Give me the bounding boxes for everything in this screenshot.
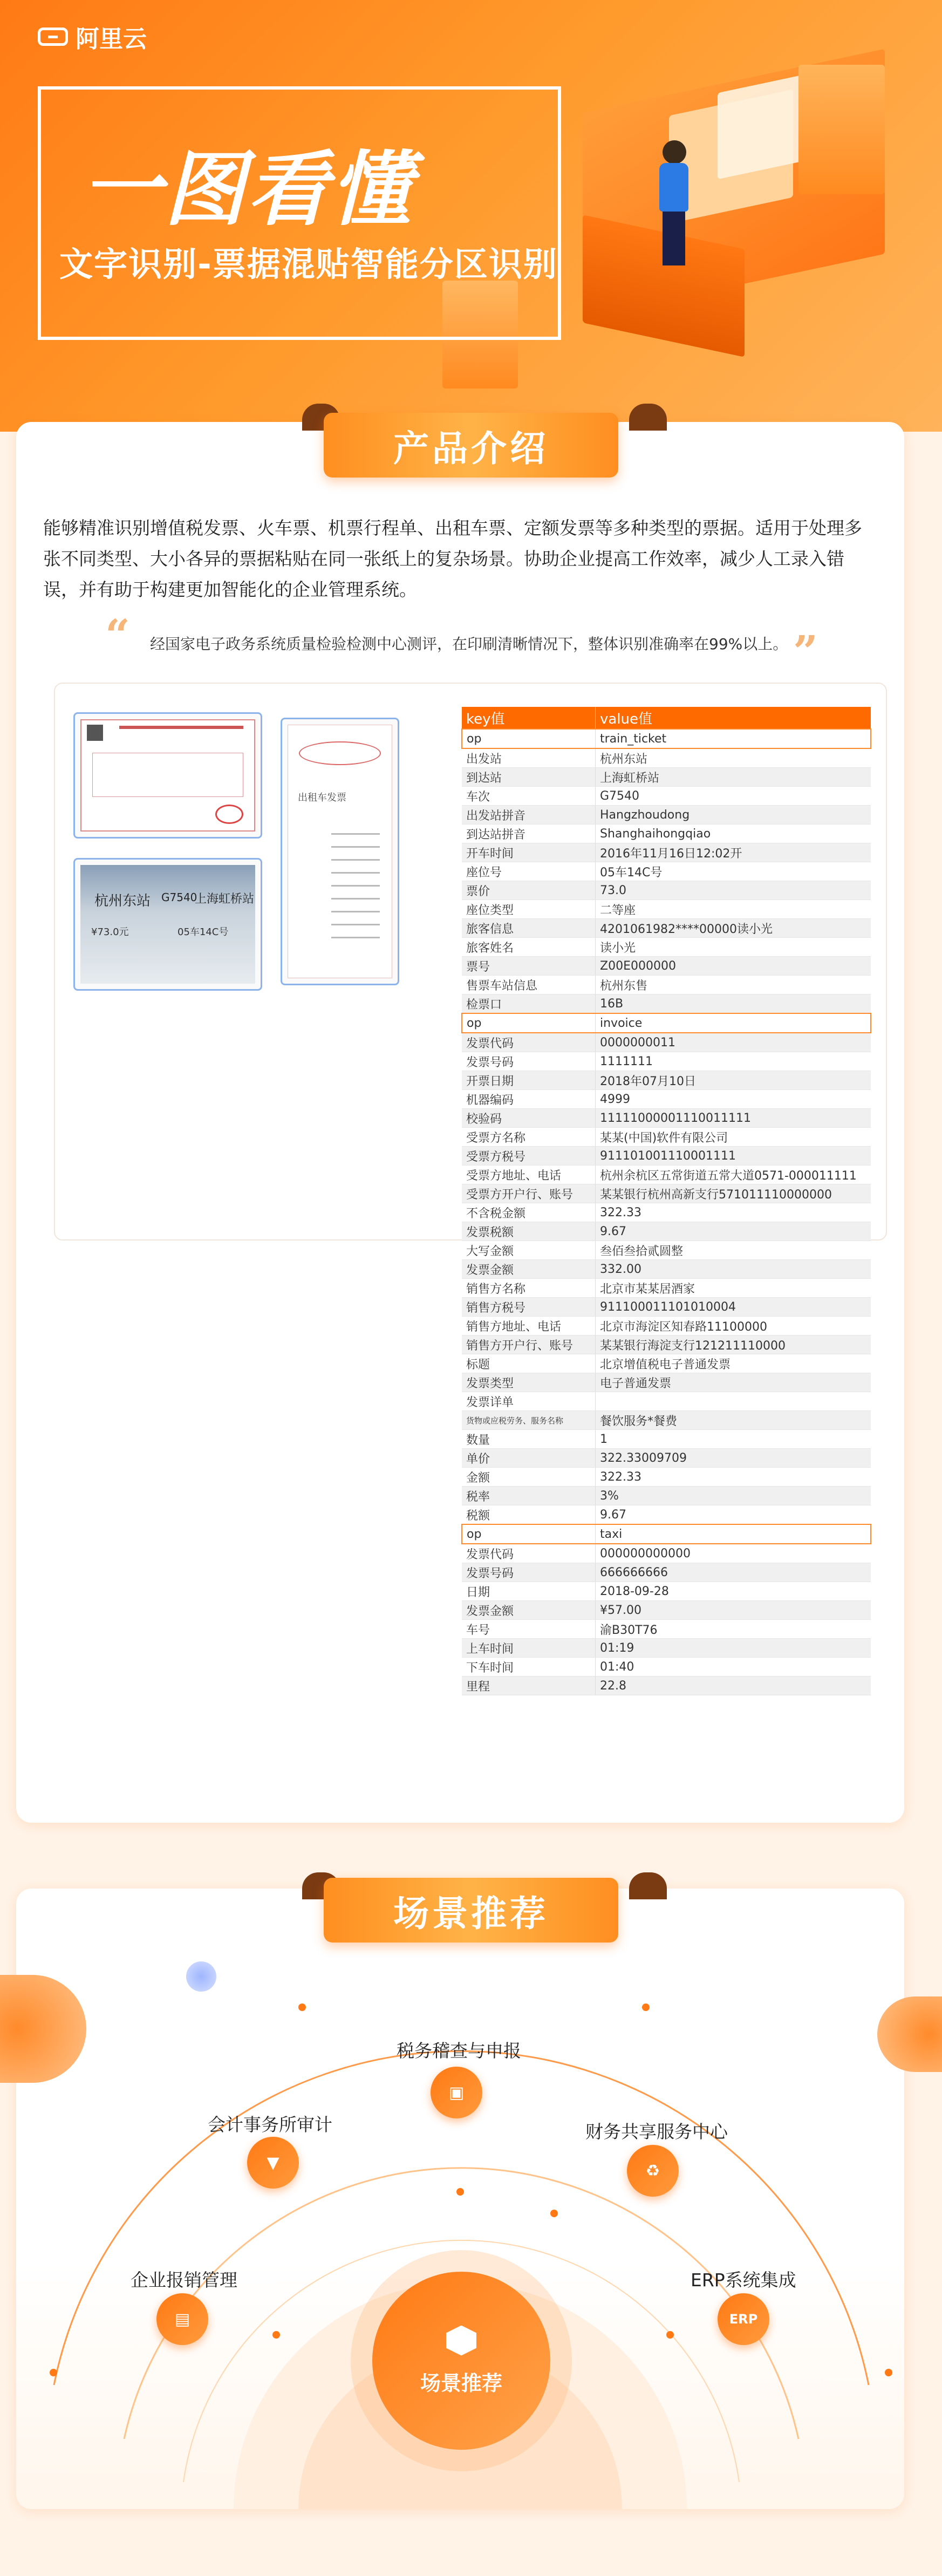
- deco-tower: [798, 65, 885, 194]
- value-cell: 杭州余杭区五常街道五常大道0571-000011111: [596, 1166, 871, 1184]
- table-row: [462, 1677, 871, 1695]
- table-row: [462, 1090, 871, 1109]
- center-label: 场景推荐: [420, 2371, 502, 2395]
- receipt-icon: ▤: [174, 2309, 190, 2329]
- value-cell: 322.33: [596, 1468, 871, 1487]
- key-cell: 货物或应税劳务、服务名称: [462, 1411, 596, 1430]
- table-row: [462, 1373, 871, 1392]
- key-cell: 票号: [462, 957, 596, 976]
- value-cell: 电子普通发票: [596, 1373, 871, 1392]
- value-cell: Shanghaihongqiao: [596, 824, 871, 843]
- key-cell: op: [462, 1524, 596, 1544]
- value-cell: ¥57.00: [596, 1601, 871, 1620]
- table-row: [462, 1601, 871, 1620]
- scenario-heading: 场景推荐: [324, 1878, 618, 1943]
- key-cell: 机器编码: [462, 1090, 596, 1109]
- value-cell: taxi: [596, 1524, 871, 1544]
- key-cell: 销售方开户行、账号: [462, 1335, 596, 1354]
- key-cell: 发票号码: [462, 1563, 596, 1582]
- table-row: [462, 1335, 871, 1354]
- taxi-seal: [299, 741, 381, 765]
- value-cell: [596, 1392, 871, 1411]
- key-cell: 校验码: [462, 1109, 596, 1128]
- table-op-row: [462, 1013, 871, 1033]
- table-row: [462, 1620, 871, 1639]
- value-cell: 16B: [596, 994, 871, 1014]
- value-cell: 01:19: [596, 1639, 871, 1658]
- value-cell: 3%: [596, 1487, 871, 1505]
- table-row: [462, 748, 871, 768]
- aliyun-logo[interactable]: [38, 19, 147, 54]
- aliyun-logo-icon: [38, 28, 68, 46]
- qr-code-icon: [87, 725, 103, 741]
- share-icon: ♻: [645, 2161, 660, 2180]
- key-cell: 车次: [462, 787, 596, 806]
- intro-paragraph: 能够精准识别增值税发票、火车票、机票行程单、出租车票、定额发票等多种类型的票据。适用于处理多张不同类型、大小各异的票据粘贴在同一张纸上的复杂场景。协助企业提高工作效率，减少人工录入错误，并有助于构建更加智能化的企业管理系统。: [43, 517, 862, 600]
- node-expense-management-label: 企业报销管理: [131, 2270, 237, 2291]
- value-cell: 0000000011: [596, 1033, 871, 1052]
- value-cell: 2018年07月10日: [596, 1071, 871, 1090]
- table-row: [462, 824, 871, 843]
- invoice-title-line: [119, 726, 243, 729]
- node-expense-management[interactable]: [156, 2293, 208, 2345]
- value-cell: 叁佰叁拾贰圆整: [596, 1241, 871, 1260]
- value-cell: 22.8: [596, 1677, 871, 1695]
- value-cell: 332.00: [596, 1260, 871, 1279]
- value-cell: 北京增值税电子普通发票: [596, 1354, 871, 1373]
- table-row: [462, 1354, 871, 1373]
- key-cell: 不含税金额: [462, 1203, 596, 1222]
- key-cell: 单价: [462, 1449, 596, 1468]
- train-ticket-image: [73, 858, 262, 991]
- value-cell: Hangzhoudong: [596, 806, 871, 824]
- value-cell: 1111111: [596, 1052, 871, 1071]
- banner-ear-right: [629, 404, 667, 431]
- key-cell: 大写金额: [462, 1241, 596, 1260]
- value-cell: 666666666: [596, 1563, 871, 1582]
- value-cell: 杭州东站: [596, 748, 871, 768]
- value-cell: 4201061982****00000读小光: [596, 919, 871, 938]
- audit-icon: ▼: [267, 2153, 279, 2172]
- table-row: [462, 957, 871, 976]
- taxi-title: 出租车发票: [298, 792, 346, 803]
- key-cell: 售票车站信息: [462, 976, 596, 994]
- person-body: [659, 163, 688, 212]
- value-cell: 9.67: [596, 1222, 871, 1241]
- table-row: [462, 1392, 871, 1411]
- invoice-grid: [92, 753, 243, 797]
- taxi-receipt-lines: [331, 833, 380, 941]
- accuracy-quote: 经国家电子政务系统质量检验检测中心测评，在印刷清晰情况下，整体识别准确率在99%以上。: [150, 635, 788, 653]
- key-cell: 销售方税号: [462, 1298, 596, 1317]
- scenario-center: [372, 2272, 550, 2450]
- table-row: [462, 862, 871, 881]
- value-cell: 01:40: [596, 1658, 871, 1677]
- value-cell: 读小光: [596, 938, 871, 957]
- key-cell: op: [462, 1013, 596, 1033]
- value-cell: 上海虹桥站: [596, 768, 871, 787]
- arc-dot: [550, 2210, 558, 2217]
- table-row: [462, 1658, 871, 1677]
- taxi-ticket-image: [281, 718, 399, 985]
- table-row: [462, 787, 871, 806]
- key-cell: 座位号: [462, 862, 596, 881]
- node-erp-integration[interactable]: [718, 2293, 769, 2345]
- erp-icon: ERP: [729, 2312, 758, 2327]
- key-cell: 受票方开户行、账号: [462, 1184, 596, 1203]
- value-cell: 911100011101010004: [596, 1298, 871, 1317]
- table-row: [462, 843, 871, 862]
- value-cell: 2018-09-28: [596, 1582, 871, 1601]
- key-cell: 金额: [462, 1468, 596, 1487]
- table-row: [462, 1544, 871, 1563]
- value-cell: 杭州东售: [596, 976, 871, 994]
- arc-dot: [666, 2331, 674, 2339]
- table-row: [462, 1279, 871, 1298]
- key-cell: op: [462, 729, 596, 748]
- key-cell: 发票税额: [462, 1222, 596, 1241]
- table-row: [462, 994, 871, 1014]
- value-cell: 911101001110001111: [596, 1147, 871, 1166]
- value-cell: 某某银行杭州高新支行571011110000000: [596, 1184, 871, 1203]
- table-row: [462, 1184, 871, 1203]
- table-row: [462, 1203, 871, 1222]
- value-cell: 某某银行海淀支行121211110000: [596, 1335, 871, 1354]
- train-seat: 05车14C号: [178, 926, 229, 938]
- train-price: ¥73.0元: [91, 926, 129, 938]
- value-cell: 北京市海淀区知春路11100000: [596, 1317, 871, 1335]
- open-quote-icon: “: [105, 610, 131, 660]
- key-cell: 发票类型: [462, 1373, 596, 1392]
- table-row: [462, 1166, 871, 1184]
- value-cell: 11111000001110011111: [596, 1109, 871, 1128]
- table-row: [462, 881, 871, 900]
- table-row: [462, 1071, 871, 1090]
- train-from-station: 杭州东站: [94, 893, 151, 909]
- table-row: [462, 1582, 871, 1601]
- value-cell: 某某(中国)软件有限公司: [596, 1128, 871, 1147]
- table-row: [462, 1033, 871, 1052]
- hero-banner: [0, 0, 942, 432]
- arc-dot: [456, 2188, 464, 2196]
- key-cell: 里程: [462, 1677, 596, 1695]
- value-cell: 322.33009709: [596, 1449, 871, 1468]
- key-cell: 到达站: [462, 768, 596, 787]
- key-header: key值: [462, 707, 596, 729]
- value-cell: Z00E000000: [596, 957, 871, 976]
- briefcase-icon: ▣: [448, 2083, 465, 2102]
- value-cell: train_ticket: [596, 729, 871, 748]
- key-cell: 开票日期: [462, 1071, 596, 1090]
- node-tax-audit-label: 税务稽查与申报: [397, 2040, 521, 2061]
- key-cell: 出发站拼音: [462, 806, 596, 824]
- table-row: [462, 1147, 871, 1166]
- key-cell: 发票代码: [462, 1033, 596, 1052]
- table-op-row: [462, 1524, 871, 1544]
- train-to-station: 上海虹桥站: [195, 892, 255, 906]
- key-cell: 出发站: [462, 748, 596, 768]
- table-row: [462, 976, 871, 994]
- key-cell: 发票金额: [462, 1260, 596, 1279]
- key-cell: 受票方名称: [462, 1128, 596, 1147]
- table-row: [462, 1109, 871, 1128]
- value-cell: 000000000000: [596, 1544, 871, 1563]
- value-cell: 322.33: [596, 1203, 871, 1222]
- node-tax-audit[interactable]: [431, 2067, 482, 2118]
- key-cell: 上车时间: [462, 1639, 596, 1658]
- key-cell: 检票口: [462, 994, 596, 1014]
- value-cell: 二等座: [596, 900, 871, 919]
- arc-dot: [298, 2003, 306, 2011]
- table-header-row: [462, 707, 871, 729]
- node-finance-share-label: 财务共享服务中心: [585, 2121, 728, 2142]
- key-cell: 销售方地址、电话: [462, 1317, 596, 1335]
- table-row: [462, 1241, 871, 1260]
- value-cell: 4999: [596, 1090, 871, 1109]
- recognition-result-table: [461, 707, 871, 1695]
- table-row: [462, 1222, 871, 1241]
- table-row: [462, 1260, 871, 1279]
- table-row: [462, 1430, 871, 1449]
- table-row: [462, 1052, 871, 1071]
- key-cell: 发票代码: [462, 1544, 596, 1563]
- key-cell: 数量: [462, 1430, 596, 1449]
- vat-invoice-image: [73, 712, 262, 839]
- key-cell: 发票金额: [462, 1601, 596, 1620]
- key-cell: 税率: [462, 1487, 596, 1505]
- table-row: [462, 1411, 871, 1430]
- page-title: 一图看懂: [81, 143, 414, 237]
- table-row: [462, 938, 871, 957]
- key-cell: 开车时间: [462, 843, 596, 862]
- table-row: [462, 1128, 871, 1147]
- arc-dot: [50, 2369, 57, 2376]
- table-row: [462, 1639, 871, 1658]
- banner-ear-right-2: [629, 1872, 667, 1899]
- value-cell: 73.0: [596, 881, 871, 900]
- table-row: [462, 1505, 871, 1525]
- node-accounting-audit-label: 会计事务所审计: [208, 2114, 332, 2135]
- table-row: [462, 900, 871, 919]
- key-cell: 标题: [462, 1354, 596, 1373]
- key-cell: 票价: [462, 881, 596, 900]
- key-cell: 到达站拼音: [462, 824, 596, 843]
- table-row: [462, 1563, 871, 1582]
- node-accounting-audit[interactable]: [247, 2137, 299, 2189]
- value-cell: 05车14C号: [596, 862, 871, 881]
- close-quote-icon: ”: [793, 626, 818, 677]
- key-cell: 旅客姓名: [462, 938, 596, 957]
- intro-heading: 产品介绍: [324, 413, 618, 478]
- arc-dot: [642, 2003, 650, 2011]
- page-subtitle: 文字识别-票据混贴智能分区识别: [59, 244, 558, 284]
- value-cell: 渝B30T76: [596, 1620, 871, 1639]
- table-row: [462, 1468, 871, 1487]
- value-cell: 北京市某某居酒家: [596, 1279, 871, 1298]
- value-cell: G7540: [596, 787, 871, 806]
- table-row: [462, 1487, 871, 1505]
- key-cell: 旅客信息: [462, 919, 596, 938]
- arc-dot: [272, 2331, 280, 2339]
- cube-icon: [446, 2326, 476, 2356]
- table-row: [462, 768, 871, 787]
- value-cell: 2016年11月16日12:02开: [596, 843, 871, 862]
- value-cell: invoice: [596, 1013, 871, 1033]
- key-cell: 发票号码: [462, 1052, 596, 1071]
- key-cell: 下车时间: [462, 1658, 596, 1677]
- key-cell: 受票方税号: [462, 1147, 596, 1166]
- key-cell: 车号: [462, 1620, 596, 1639]
- table-row: [462, 1449, 871, 1468]
- key-cell: 日期: [462, 1582, 596, 1601]
- value-cell: 餐饮服务*餐费: [596, 1411, 871, 1430]
- node-finance-share[interactable]: [627, 2145, 679, 2197]
- invoice-seal: [215, 805, 243, 824]
- person-legs: [663, 212, 685, 265]
- table-row: [462, 919, 871, 938]
- key-cell: 销售方名称: [462, 1279, 596, 1298]
- table-op-row: [462, 729, 871, 748]
- key-cell: 座位类型: [462, 900, 596, 919]
- value-header: value值: [596, 707, 871, 729]
- value-cell: 9.67: [596, 1505, 871, 1525]
- table-row: [462, 1317, 871, 1335]
- key-cell: 受票方地址、电话: [462, 1166, 596, 1184]
- person-head: [663, 140, 686, 164]
- node-erp-integration-label: ERP系统集成: [691, 2270, 796, 2291]
- key-cell: 发票详单: [462, 1392, 596, 1411]
- train-number: G7540: [161, 891, 197, 904]
- table-row: [462, 1298, 871, 1317]
- value-cell: 1: [596, 1430, 871, 1449]
- key-cell: 税额: [462, 1505, 596, 1525]
- logo-text: 阿里云: [76, 25, 147, 53]
- arc-dot: [885, 2369, 892, 2376]
- table-row: [462, 806, 871, 824]
